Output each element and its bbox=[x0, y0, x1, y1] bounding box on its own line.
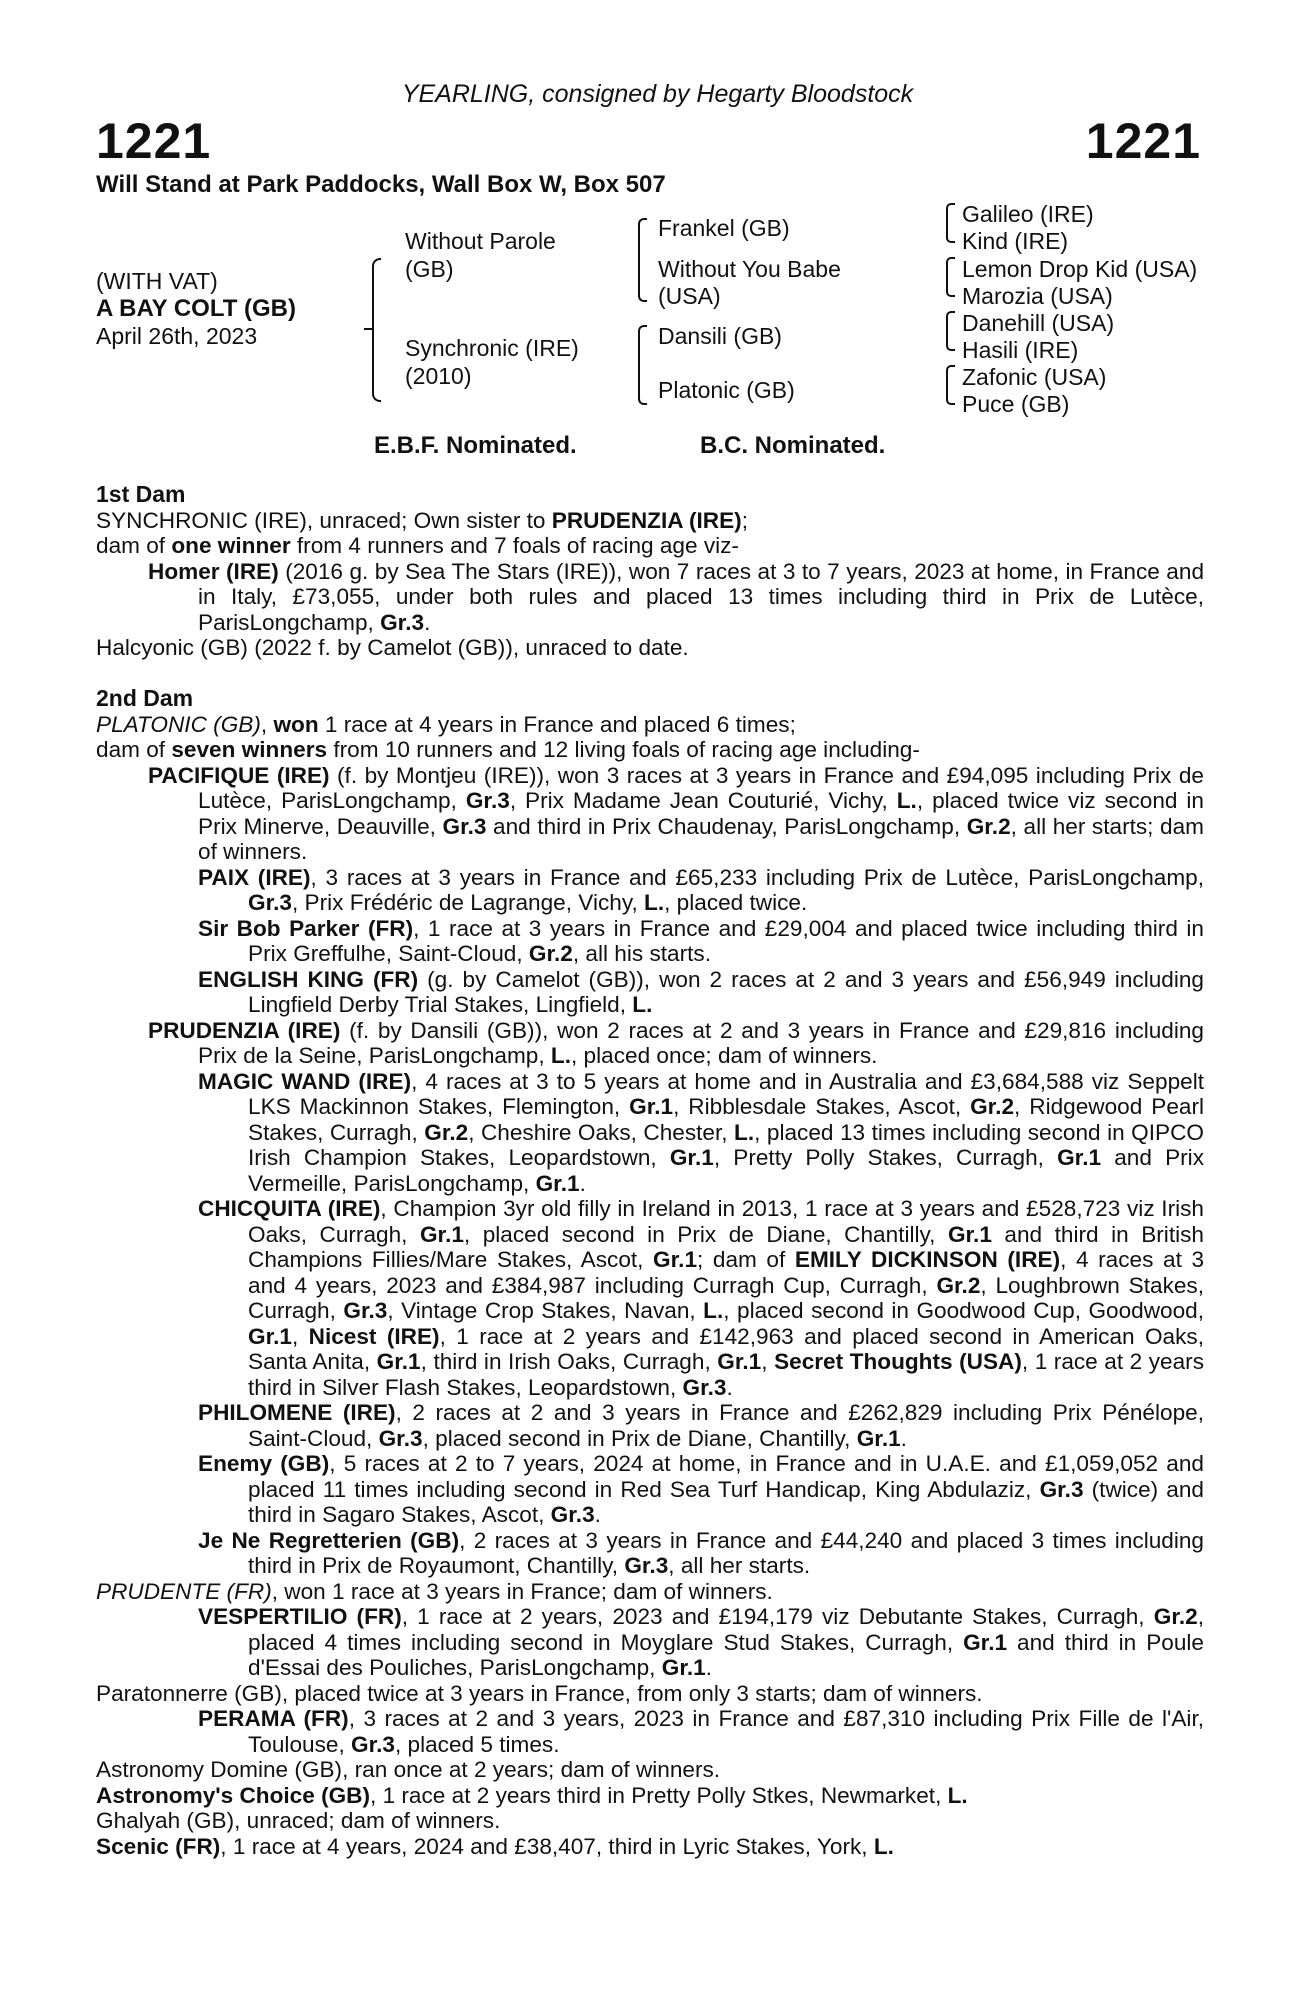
pedigree-brace bbox=[946, 311, 955, 331]
text: , placed second in Goodwood Cup, Goodwood, bbox=[723, 1298, 1205, 1323]
progeny-entry: Paratonnerre (GB), placed twice at 3 years in France, from only 3 starts; dam of winners. bbox=[96, 1680, 983, 1706]
text: , Prix Madame Jean Couturié, Vichy, bbox=[509, 788, 897, 813]
text: . bbox=[705, 1655, 712, 1680]
grade: Gr.3 bbox=[378, 1425, 423, 1451]
text: , 4 races at 3 and 4 years, 2023 and £384,987 including Curragh Cup, Curragh, bbox=[248, 1247, 1205, 1298]
text: . bbox=[424, 609, 431, 635]
grade: Gr.3 bbox=[343, 1298, 388, 1323]
pedigree-brace bbox=[638, 365, 647, 405]
progeny-entry bbox=[198, 1528, 1204, 1579]
text: , all her starts. bbox=[668, 1553, 811, 1578]
dam-year: (2010) bbox=[405, 363, 472, 389]
pedigree-brace bbox=[372, 330, 381, 402]
dam-dam: Platonic (GB) bbox=[658, 377, 795, 403]
progeny-name: EMILY DICKINSON (IRE) bbox=[794, 1247, 1061, 1272]
dam-name: PLATONIC (GB) bbox=[96, 711, 261, 737]
pedigree-brace bbox=[946, 385, 955, 405]
dam-dam-sire: Zafonic (USA) bbox=[962, 364, 1107, 390]
grade: Gr.1 bbox=[717, 1349, 762, 1374]
grade: Gr.2 bbox=[970, 1094, 1015, 1119]
text: , 1 race at 2 years and £142,963 and placed second in American Oaks, Santa Anita, bbox=[248, 1323, 1204, 1374]
sire-sire-sire: Galileo (IRE) bbox=[962, 201, 1094, 227]
progeny-entry bbox=[198, 1604, 1204, 1681]
text: , placed once; dam of winners. bbox=[571, 1043, 878, 1068]
progeny-entry bbox=[198, 1451, 1204, 1528]
grade: Gr.1 bbox=[653, 1247, 698, 1272]
text: ; bbox=[741, 507, 748, 533]
grade: Gr.1 bbox=[947, 1221, 992, 1247]
first-dam-heading: 1st Dam bbox=[96, 481, 186, 507]
text: won bbox=[273, 711, 319, 737]
first-dam-line2 bbox=[96, 533, 1204, 559]
progeny-name: Homer (IRE) bbox=[148, 558, 279, 584]
lot-number-right: 1221 bbox=[1085, 113, 1201, 169]
text: (2016 g. by Sea The Stars (IRE)), won 7 races at 3 to 7 years, 2023 at home, in France and in Italy, £73,055, under both rules and placed 13 times including third in Prix de Lutèce, ParisLongchamp, bbox=[198, 558, 1205, 635]
grade: Gr.1 bbox=[419, 1221, 464, 1247]
progeny-entry bbox=[96, 1834, 1204, 1860]
text: , Prix Frédéric de Lagrange, Vichy, bbox=[291, 890, 645, 915]
grade: Gr.2 bbox=[936, 1272, 981, 1298]
text: (g. by Camelot (GB)), won 2 races at 2 and 3 years and £56,949 including Lingfield Derby Trial Stakes, Lingfield, bbox=[248, 966, 1204, 1017]
progeny-entry: Astronomy Domine (GB), ran once at 2 years; dam of winners. bbox=[96, 1757, 721, 1782]
winner-count: seven winners bbox=[171, 737, 328, 762]
text: , Champion 3yr old filly in Ireland in 2013, 1 race at 3 years and £528,723 viz Irish Oaks, Curragh, bbox=[248, 1196, 1204, 1247]
text: , Loughbrown Stakes, Curragh, bbox=[248, 1272, 1204, 1323]
progeny-entry bbox=[96, 1579, 1204, 1605]
text: . bbox=[726, 1374, 733, 1400]
text: SYNCHRONIC (IRE), unraced; Own sister to bbox=[96, 507, 552, 533]
pedigree-brace bbox=[946, 277, 955, 297]
progeny-entry bbox=[96, 1783, 1204, 1809]
progeny-name: PACIFIQUE (IRE) bbox=[148, 762, 330, 788]
grade: Gr.3 bbox=[550, 1502, 595, 1527]
text: , 1 race at 3 years in France and £29,004 and placed twice including third in Prix Greffulhe, Saint-Cloud, bbox=[248, 915, 1204, 966]
grade: L. bbox=[644, 890, 665, 915]
progeny-entry bbox=[148, 559, 1204, 636]
text: , 1 race at 2 years third in Silver Flash Stakes, Leopardstown, bbox=[248, 1349, 1205, 1400]
text: , 1 race at 4 years, 2024 and £38,407, third in Lyric Stakes, York, bbox=[220, 1833, 874, 1859]
progeny-entry bbox=[198, 1196, 1204, 1400]
text: , placed 4 times including second in Moyglare Stud Stakes, Curragh, bbox=[248, 1604, 1204, 1655]
text: and third in Prix Chaudenay, ParisLongchamp, bbox=[486, 813, 967, 839]
progeny-entry bbox=[198, 967, 1204, 1018]
grade: Gr.1 bbox=[669, 1145, 714, 1170]
text: , placed 5 times. bbox=[394, 1731, 560, 1757]
pedigree-brace bbox=[946, 331, 955, 351]
progeny-entry: Ghalyah (GB), unraced; dam of winners. bbox=[96, 1808, 501, 1833]
grade: L. bbox=[873, 1833, 894, 1859]
text: dam of bbox=[96, 533, 172, 558]
text: . bbox=[594, 1502, 601, 1527]
text: , Cheshire Oaks, Chester, bbox=[468, 1119, 735, 1145]
sire-dam-name: Without You Babe bbox=[658, 256, 841, 282]
pedigree-brace bbox=[946, 223, 955, 243]
text: , bbox=[291, 1323, 309, 1349]
progeny-entry bbox=[198, 865, 1204, 916]
grade: Gr.2 bbox=[966, 813, 1011, 839]
text: , won 1 race at 3 years in France; dam of winners. bbox=[271, 1578, 773, 1604]
text: , 3 races at 3 years in France and £65,233 including Prix de Lutèce, ParisLongchamp, bbox=[310, 864, 1205, 890]
progeny-name: Je Ne Regretterien (GB) bbox=[198, 1527, 460, 1553]
grade: L. bbox=[896, 788, 917, 813]
sire-sire: Frankel (GB) bbox=[658, 215, 790, 241]
text: (f. by Dansili (GB)), won 2 races at 2 and 3 years in France and £29,816 including Prix de la Seine, ParisLongchamp, bbox=[198, 1017, 1205, 1068]
progeny-entry bbox=[148, 763, 1204, 865]
text: (twice) and third in Sagaro Stakes, Ascot, bbox=[248, 1476, 1204, 1527]
stand-location: Will Stand at Park Paddocks, Wall Box W, Box 507 bbox=[96, 171, 666, 198]
pedigree-brace bbox=[638, 260, 647, 302]
text: (f. by Montjeu (IRE)), won 3 races at 3 years in France and £94,095 including Prix de Lutèce, ParisLongchamp, bbox=[198, 762, 1204, 813]
progeny-name: VESPERTILIO (FR) bbox=[198, 1604, 402, 1629]
progeny-name: Secret Thoughts (USA) bbox=[774, 1349, 1022, 1374]
progeny-name: Enemy (GB) bbox=[198, 1451, 330, 1476]
text: , third in Irish Oaks, Curragh, bbox=[420, 1349, 718, 1374]
grade: Gr.1 bbox=[248, 1323, 292, 1349]
text: 1 race at 4 years in France and placed 6 times; bbox=[318, 711, 796, 737]
grade: Gr.1 bbox=[376, 1349, 421, 1374]
text: , 2 races at 3 years in France and £44,240 and placed 3 times including third in Prix de Royaumont, Chantilly, bbox=[248, 1527, 1204, 1578]
second-dam-line1 bbox=[96, 712, 1204, 738]
consignor-subtitle: YEARLING, consigned by Hegarty Bloodstock bbox=[401, 80, 914, 108]
sire-sire-dam: Kind (IRE) bbox=[962, 228, 1069, 254]
text: , Ribblesdale Stakes, Ascot, bbox=[673, 1094, 971, 1119]
text: from 4 runners and 7 foals of racing age viz- bbox=[290, 533, 739, 558]
text: , all her starts; dam of winners. bbox=[198, 813, 1204, 864]
grade: Gr.3 bbox=[1039, 1476, 1084, 1502]
text: , 4 races at 3 to 5 years at home and in Australia and £3,684,588 viz Seppelt LKS Mackinnon Stakes, Flemington, bbox=[248, 1068, 1204, 1119]
grade: Gr.3 bbox=[682, 1374, 727, 1400]
text: , placed 13 times including second in QIPCO Irish Champion Stakes, Leopardstown, bbox=[248, 1119, 1204, 1170]
progeny-name: ENGLISH KING (FR) bbox=[198, 966, 419, 992]
text: , 3 races at 2 and 3 years, 2023 in France and £87,310 including Prix Fille de l'Air, Toulouse, bbox=[248, 1706, 1204, 1757]
horse-name: A BAY COLT (GB) bbox=[96, 295, 297, 322]
text: , Vintage Crop Stakes, Navan, bbox=[387, 1298, 704, 1323]
grade: Gr.3 bbox=[465, 788, 510, 813]
text: , Ridgewood Pearl Stakes, Curragh, bbox=[248, 1094, 1204, 1145]
sire-name: Without Parole bbox=[405, 228, 556, 254]
text: , bbox=[260, 711, 274, 737]
progeny-entry bbox=[148, 1018, 1204, 1069]
text: , 2 races at 2 and 3 years in France and £262,829 including Prix Pénélope, Saint-Cloud, bbox=[248, 1400, 1204, 1451]
second-dam-section bbox=[96, 686, 1204, 1859]
text: . bbox=[900, 1425, 907, 1451]
text: , all his starts. bbox=[572, 941, 711, 966]
text: and third in Poule d'Essai des Pouliches, ParisLongchamp, bbox=[248, 1629, 1204, 1680]
progeny-name: Nicest (IRE) bbox=[308, 1323, 440, 1349]
text: from 10 runners and 12 living foals of racing age including- bbox=[327, 737, 920, 762]
progeny-name: MAGIC WAND (IRE) bbox=[198, 1068, 412, 1094]
sire-dam-origin: (USA) bbox=[658, 283, 721, 309]
text: , placed second in Prix de Diane, Chantilly, bbox=[463, 1221, 948, 1247]
progeny-entry bbox=[198, 1400, 1204, 1451]
progeny-name: PRUDENTE (FR) bbox=[96, 1578, 272, 1604]
horse-link: PRUDENZIA (IRE) bbox=[551, 507, 742, 533]
progeny-name: PRUDENZIA (IRE) bbox=[148, 1017, 341, 1043]
grade: Gr.3 bbox=[248, 890, 292, 915]
grade: Gr.3 bbox=[442, 813, 487, 839]
text: , 5 races at 2 to 7 years, 2024 at home, in France and in U.A.E. and £1,059,052 and placed 11 times including second in Red Sea Turf Handicap, King Abdulaziz, bbox=[248, 1451, 1204, 1502]
progeny-name: PERAMA (FR) bbox=[198, 1706, 349, 1731]
grade: L. bbox=[734, 1119, 755, 1145]
text: , bbox=[761, 1349, 775, 1374]
grade: Gr.1 bbox=[856, 1425, 901, 1451]
progeny-entry bbox=[198, 1706, 1204, 1757]
grade: L. bbox=[947, 1782, 968, 1808]
sire-origin: (GB) bbox=[405, 256, 454, 282]
pedigree-brace bbox=[946, 365, 955, 385]
grade: L. bbox=[703, 1298, 724, 1323]
grade: Gr.1 bbox=[661, 1655, 706, 1680]
grade: Gr.3 bbox=[351, 1731, 395, 1757]
dam-sire-dam: Hasili (IRE) bbox=[962, 337, 1079, 363]
progeny-entry bbox=[198, 1069, 1204, 1197]
text: , 1 race at 2 years, 2023 and £194,179 viz Debutante Stakes, Curragh, bbox=[401, 1604, 1154, 1629]
dam-sire-sire: Danehill (USA) bbox=[962, 310, 1115, 336]
second-dam-heading: 2nd Dam bbox=[96, 685, 194, 711]
progeny-name: Astronomy's Choice (GB) bbox=[96, 1782, 371, 1808]
pedigree-brace bbox=[946, 257, 955, 277]
progeny-name: CHICQUITA (IRE) bbox=[198, 1196, 381, 1221]
grade: Gr.2 bbox=[528, 941, 573, 966]
vat-note: (WITH VAT) bbox=[96, 268, 218, 294]
progeny-name: Sir Bob Parker (FR) bbox=[198, 915, 414, 941]
dam-name: Synchronic (IRE) bbox=[405, 335, 579, 361]
dam-sire: Dansili (GB) bbox=[658, 323, 782, 349]
grade: Gr.1 bbox=[629, 1094, 674, 1119]
text: ; dam of bbox=[697, 1247, 795, 1272]
progeny-name: PAIX (IRE) bbox=[198, 864, 311, 890]
grade: L. bbox=[550, 1043, 571, 1068]
dam-dam-dam: Puce (GB) bbox=[962, 391, 1070, 417]
first-dam-section bbox=[96, 482, 1204, 661]
pedigree-brace-tip bbox=[364, 328, 372, 330]
text: and Prix Vermeille, ParisLongchamp, bbox=[248, 1145, 1204, 1196]
text: and third in British Champions Fillies/Mare Stakes, Ascot, bbox=[248, 1221, 1204, 1272]
pedigree-brace bbox=[638, 218, 647, 260]
text: . bbox=[579, 1170, 586, 1196]
ebf-nominated: E.B.F. Nominated. bbox=[374, 432, 577, 459]
grade: Gr.1 bbox=[963, 1629, 1008, 1655]
grade: Gr.3 bbox=[380, 609, 425, 635]
winner-count: one winner bbox=[171, 533, 291, 558]
grade: L. bbox=[632, 992, 653, 1017]
lot-number-left: 1221 bbox=[96, 113, 212, 169]
grade: Gr.2 bbox=[1153, 1604, 1198, 1629]
second-dam-line2 bbox=[96, 737, 1204, 763]
text: , placed twice. bbox=[664, 890, 808, 915]
text: dam of bbox=[96, 737, 172, 762]
sire-dam-sire: Lemon Drop Kid (USA) bbox=[962, 256, 1198, 282]
progeny-name: PHILOMENE (IRE) bbox=[198, 1400, 396, 1425]
pedigree-brace bbox=[638, 325, 647, 365]
bc-nominated: B.C. Nominated. bbox=[700, 432, 886, 459]
progeny-entry bbox=[198, 916, 1204, 967]
grade: Gr.3 bbox=[624, 1553, 669, 1578]
sire-dam-dam: Marozia (USA) bbox=[962, 283, 1113, 309]
progeny-entry: Halcyonic (GB) (2022 f. by Camelot (GB)), unraced to date. bbox=[96, 635, 689, 660]
text: , placed second in Prix de Diane, Chantilly, bbox=[422, 1425, 857, 1451]
text: , placed twice viz second in Prix Minerve, Deauville, bbox=[198, 788, 1204, 839]
grade: Gr.1 bbox=[535, 1170, 580, 1196]
pedigree-brace bbox=[372, 258, 381, 330]
text: , Pretty Polly Stakes, Curragh, bbox=[713, 1145, 1058, 1170]
text: , 1 race at 2 years third in Pretty Polly Stkes, Newmarket, bbox=[370, 1782, 948, 1808]
grade: Gr.1 bbox=[1057, 1145, 1102, 1170]
grade: Gr.2 bbox=[424, 1119, 469, 1145]
first-dam-line1 bbox=[96, 508, 1204, 534]
foaling-date: April 26th, 2023 bbox=[96, 323, 258, 349]
progeny-name: Scenic (FR) bbox=[96, 1833, 221, 1859]
pedigree-brace bbox=[946, 203, 955, 223]
